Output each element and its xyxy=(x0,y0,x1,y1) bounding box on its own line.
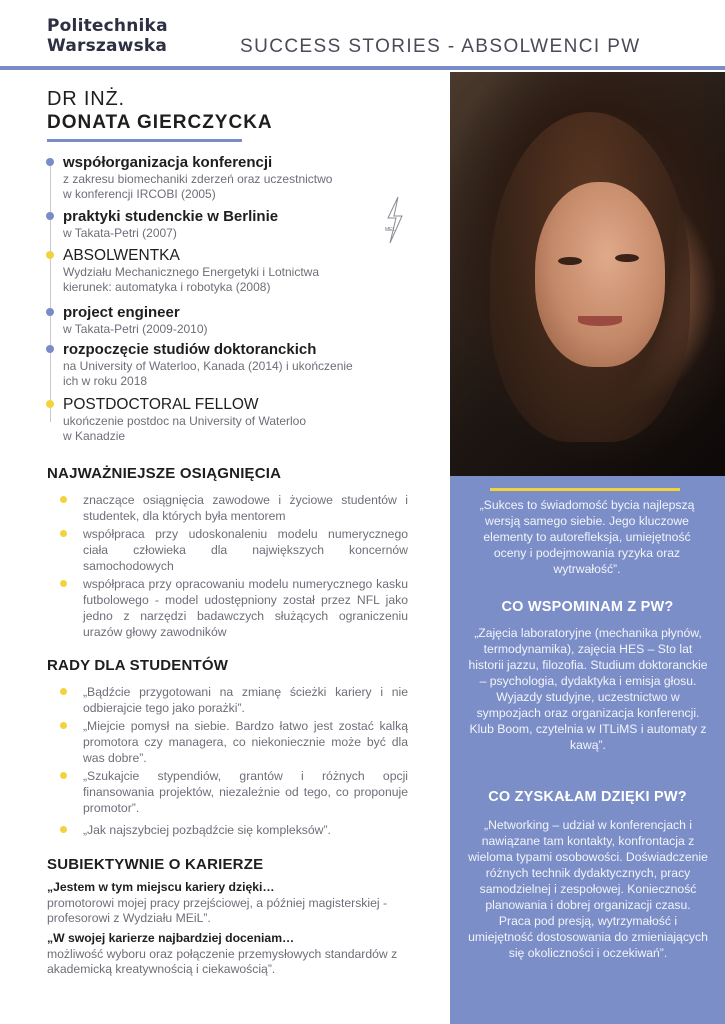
bullet-dot xyxy=(60,580,67,587)
gained-text: „Networking – udział w konferencjach i nawiązane tam kontakty, konfrontacja z wieloma typami osobowości. Doświadczenie różnych technik dydaktycznych, pracy samodzielnej i zespołowej. Konieczność planowania i dobrej organizacji czasu. Praca pod presją, wytrzymałość i umiejętność dostosowania do zmieniających się okoliczności i oczekiwań”. xyxy=(468,818,708,960)
memories-heading: CO WSPOMINAM Z PW? xyxy=(501,599,674,615)
bullet-item xyxy=(60,526,408,574)
timeline-item-title: rozpoczęcie studiów doktoranckich xyxy=(63,341,317,358)
timeline-item xyxy=(63,247,393,295)
timeline-dot xyxy=(46,345,54,353)
sidebar-accent-line xyxy=(490,488,680,491)
sidebar-quote: „Sukces to świadomość bycia najlepszą wersją samego siebie. Jego kluczowe elementy to autorefleksja, umiejętność oceny i podejmowania ryzyka oraz wytrwałość”. xyxy=(479,498,695,576)
timeline-dot xyxy=(46,251,54,259)
timeline-item-detail: ukończenie postdoc na University of Waterloo xyxy=(63,414,307,428)
timeline-item xyxy=(63,341,393,389)
portrait-eye-left xyxy=(558,257,582,265)
timeline-item-detail: na University of Waterloo, Kanada (2014) i ukończenie xyxy=(63,359,353,373)
university-logo xyxy=(47,16,168,56)
bullet-dot xyxy=(60,826,67,833)
bullet-text: „Miejcie pomysł na siebie. Bardzo łatwo jest zostać kalką promotora czy managera, co niekoniecznie może być dla was dobre”. xyxy=(83,719,408,765)
header-divider xyxy=(0,66,725,70)
subjective-answer-2: możliwość wyboru oraz połączenie przemysłowych standardów z akademicką kreatywnością i ciekawością”. xyxy=(47,946,398,976)
person-title: DR INŻ. xyxy=(47,88,125,110)
bullet-item xyxy=(60,768,408,816)
logo-line-1: Politechnika xyxy=(47,16,168,36)
timeline-item-detail: kierunek: automatyka i robotyka (2008) xyxy=(63,280,271,294)
timeline-item-title: praktyki studenckie w Berlinie xyxy=(63,208,279,225)
person-name: DONATA GIERCZYCKA xyxy=(47,112,273,133)
mel-label: MEL xyxy=(385,227,396,233)
bullet-text: współpraca przy opracowaniu modelu numerycznego kasku futbolowego - model udostępniony został przez NFL jako jedno z narzędzi badawczych służących ograniczeniu urazów głowy zawodników xyxy=(83,577,408,639)
timeline-item-title: ABSOLWENTKA xyxy=(63,247,180,264)
portrait-eye-right xyxy=(615,254,639,262)
subjective-answer-1: promotorowi mojej pracy przejściowej, a później magisterskiej - profesorowi z Wydziału MEiL”. xyxy=(47,895,388,925)
bullet-dot xyxy=(60,496,67,503)
portrait-mouth xyxy=(578,316,622,326)
bullet-dot xyxy=(60,722,67,729)
bullet-text: „Bądźcie przygotowani na zmianę ścieżki kariery i nie odbierajcie tego jako porażki”. xyxy=(83,685,408,715)
bullet-text: współpraca przy udoskonaleniu modelu numerycznego ciała człowieka dla największych koncernów samochodowych xyxy=(83,527,408,573)
bullet-text: „Szukajcie stypendiów, grantów i różnych opcji finansowania projektów, niezależnie od tego, co proponuje promotor”. xyxy=(83,769,408,815)
subjective-heading: SUBIEKTYWNIE O KARIERZE xyxy=(47,856,264,873)
advice-heading: RADY DLA STUDENTÓW xyxy=(47,657,229,674)
timeline-dot xyxy=(46,308,54,316)
portrait-face xyxy=(535,182,665,367)
timeline-item-detail: w Takata-Petri (2009-2010) xyxy=(63,322,208,336)
page-header-title: SUCCESS STORIES - ABSOLWENCI PW xyxy=(240,36,641,57)
timeline-item xyxy=(63,304,393,337)
mel-lightning-icon xyxy=(384,196,406,244)
achievements-heading: NAJWAŻNIEJSZE OSIĄGNIĘCIA xyxy=(47,465,282,482)
timeline-item xyxy=(63,396,393,444)
bullet-item xyxy=(60,822,408,838)
memories-text: „Zajęcia laboratoryjne (mechanika płynów, termodynamika), zajęcia HES – Sto lat historii jazzu, filozofia. Studium doktoranckie – psychologia, dydaktyka i emisja głosu. Wyjazdy studyjne, uczestnictwo w sympozjach oraz organizacja konferencji. Klub Boom, czytelnia w ITLiMS i automaty z kawą”. xyxy=(468,626,708,752)
gained-heading: CO ZYSKAŁAM DZIĘKI PW? xyxy=(488,789,687,805)
bullet-text: „Jak najszybciej pozbądźcie się kompleksów”. xyxy=(83,823,331,837)
subjective-block-1 xyxy=(47,880,417,927)
timeline-item-title: project engineer xyxy=(63,304,180,321)
advice-list xyxy=(60,684,408,838)
timeline-dot xyxy=(46,400,54,408)
achievements-list xyxy=(60,492,408,640)
timeline-item-detail: z zakresu biomechaniki zderzeń oraz uczestnictwo xyxy=(63,172,333,186)
timeline-item-detail: w Takata-Petri (2007) xyxy=(63,226,177,240)
timeline-item-detail: w konferencji IRCOBI (2005) xyxy=(63,187,216,201)
subjective-question-1: „Jestem w tym miejscu kariery dzięki… xyxy=(47,880,275,894)
timeline-line xyxy=(50,160,51,422)
subjective-question-2: „W swojej karierze najbardziej doceniam… xyxy=(47,931,295,945)
bullet-dot xyxy=(60,530,67,537)
timeline-item-detail: w Kanadzie xyxy=(63,429,126,443)
bullet-item xyxy=(60,492,408,524)
timeline-item-detail: Wydziału Mechanicznego Energetyki i Lotnictwa xyxy=(63,265,320,279)
timeline-item-detail: ich w roku 2018 xyxy=(63,374,148,388)
portrait-photo xyxy=(450,72,725,476)
bullet-item xyxy=(60,684,408,716)
subjective-block-2 xyxy=(47,931,417,978)
timeline-item-title: współorganizacja konferencji xyxy=(63,154,273,171)
bullet-dot xyxy=(60,688,67,695)
timeline-dot xyxy=(46,158,54,166)
logo-line-2: Warszawska xyxy=(47,36,168,56)
bullet-item xyxy=(60,718,408,766)
timeline-item xyxy=(63,208,393,241)
bullet-item xyxy=(60,576,408,640)
bullet-dot xyxy=(60,772,67,779)
bullet-text: znaczące osiągnięcia zawodowe i życiowe studentów i studentek, dla których była mentorem xyxy=(83,493,408,523)
timeline-item xyxy=(63,154,393,202)
timeline-dot xyxy=(46,212,54,220)
timeline-item-title: POSTDOCTORAL FELLOW xyxy=(63,396,259,413)
name-underline xyxy=(47,139,242,142)
